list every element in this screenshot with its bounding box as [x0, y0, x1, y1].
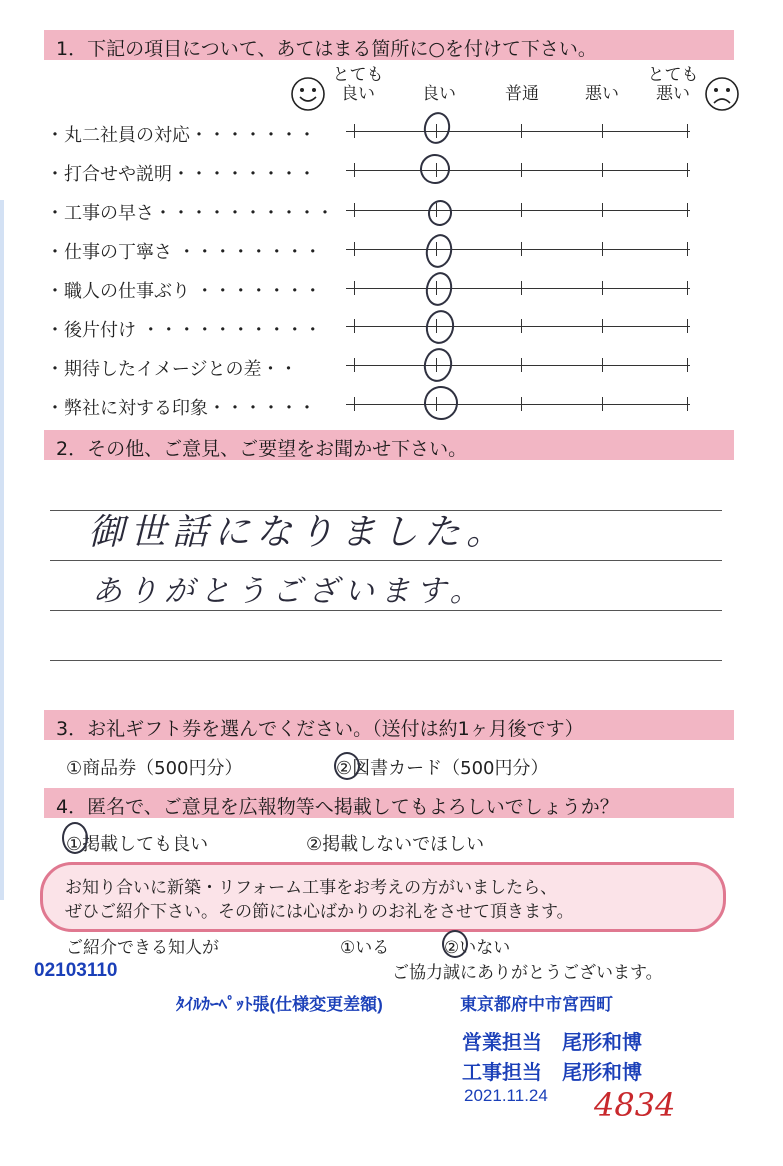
- selection-circle[interactable]: [421, 345, 455, 384]
- selection-circle[interactable]: [423, 307, 457, 346]
- handwritten-comment-line1: 御世話になりました。: [88, 512, 509, 553]
- question-label: ・弊社に対する印象・・・・・・: [46, 398, 316, 419]
- construction-rep: 工事担当 尾形和博: [462, 1062, 642, 1084]
- question-label: ・仕事の丁寧さ ・・・・・・・・: [46, 242, 322, 263]
- question-label: ・丸二社員の対応・・・・・・・: [46, 125, 316, 146]
- scale-very-good: とても 良い: [332, 65, 384, 104]
- section3-header: [44, 710, 734, 740]
- frown-face-icon: [704, 76, 740, 112]
- question-label: ・期待したイメージとの差・・: [46, 359, 298, 380]
- section3-title: 3．お礼ギフト券を選んでください。（送付は約1ヶ月後です）: [56, 718, 584, 740]
- smile-face-icon: [290, 76, 326, 112]
- selection-circle: [62, 822, 88, 854]
- gift-option-2[interactable]: ②図書カード（500円分）: [336, 758, 549, 779]
- selection-circle[interactable]: [421, 383, 461, 423]
- section4-header: [44, 788, 734, 818]
- sales-rep: 営業担当 尾形和博: [462, 1032, 642, 1054]
- publish-option-2[interactable]: ②掲載しないでほしい: [306, 834, 485, 855]
- section4-title: 4．匿名で、ご意見を広報物等へ掲載してもよろしいでしょうか？: [56, 796, 619, 818]
- selection-circle: [334, 752, 360, 780]
- date-stamp: 2021.11.24: [464, 1086, 548, 1105]
- section1-header: [44, 30, 734, 60]
- question-label: ・職人の仕事ぶり ・・・・・・・: [46, 281, 322, 302]
- selection-circle[interactable]: [421, 110, 453, 147]
- selection-circle[interactable]: [423, 270, 456, 309]
- question-label: ・工事の早さ・・・・・・・・・・: [46, 203, 334, 224]
- writing-line: [50, 660, 722, 661]
- question-label: ・後片付け ・・・・・・・・・・: [46, 320, 322, 341]
- address: 東京都府中市宮西町: [460, 995, 613, 1014]
- section1-title: 1．下記の項目について、あてはまる箇所に○を付けて下さい。: [56, 38, 597, 60]
- referral-line2: ぜひご紹介下さい。その節には心ばかりのお礼をさせて頂きます。: [65, 902, 574, 922]
- selection-circle: [442, 930, 468, 958]
- scale-normal: 普通: [505, 84, 539, 104]
- selection-circle[interactable]: [417, 151, 453, 187]
- scale-very-bad: とても 悪い: [647, 65, 699, 104]
- thanks-text: ご協力誠にありがとうございます。: [392, 963, 663, 983]
- scale-bad: 悪い: [585, 84, 619, 104]
- referral-question: ご紹介できる知人が: [66, 938, 219, 958]
- handwritten-number: 4834: [594, 1086, 676, 1124]
- section2-title: 2．その他、ご意見、ご要望をお聞かせ下さい。: [56, 438, 468, 460]
- section2-header: [44, 430, 734, 460]
- writing-line: [50, 610, 722, 611]
- referral-line1: お知り合いに新築・リフォーム工事をお考えの方がいましたら、: [65, 878, 558, 898]
- customer-code: 02103110: [34, 960, 118, 981]
- gift-option-1[interactable]: ①商品券（500円分）: [66, 758, 243, 779]
- referral-box: [40, 862, 726, 932]
- writing-line: [50, 560, 722, 561]
- scale-good: 良い: [422, 84, 456, 104]
- question-label: ・打合せや説明・・・・・・・・: [46, 164, 316, 185]
- selection-circle[interactable]: [426, 198, 455, 228]
- publish-option-1[interactable]: ①掲載しても良い: [66, 834, 209, 855]
- left-edge-marks: [0, 200, 4, 900]
- selection-circle[interactable]: [423, 232, 456, 271]
- referral-option-1[interactable]: ①いる: [340, 938, 390, 958]
- handwritten-comment-line2: ありがとうございます。: [92, 574, 486, 609]
- referral-option-2[interactable]: ②いない: [444, 938, 511, 958]
- work-description: ﾀｲﾙｶｰﾍﾟｯﾄ張(仕様変更差額): [176, 995, 383, 1014]
